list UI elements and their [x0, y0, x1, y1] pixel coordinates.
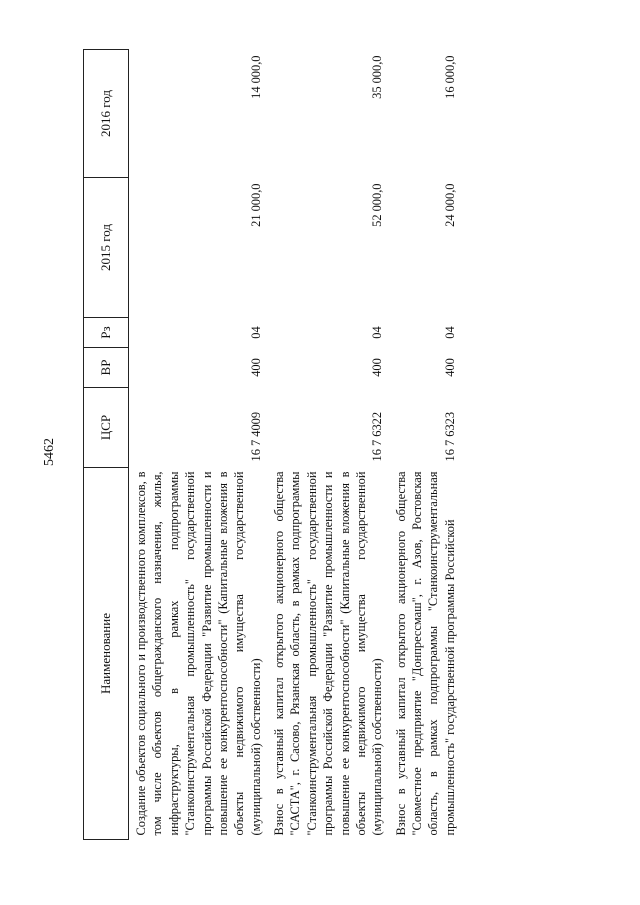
budget-table: [83, 49, 461, 840]
row-vr: 400: [370, 358, 385, 377]
row-rz: 04: [370, 326, 385, 339]
row-2015: 24 000,0: [442, 183, 457, 227]
row-csr: 16 7 6322: [370, 411, 385, 462]
row-rz: 04: [442, 326, 457, 339]
row-vr: 400: [248, 358, 263, 377]
row-name: Взнос в уставный капитал открытого акционерного общества "Совместное предприятие "Донпрессмаш", г. Азов, Ростовская область, в рамках подпрограммы "Станкоинструментальная промышленность" государственной программы Российской: [393, 471, 457, 836]
row-csr: 16 7 4009: [248, 411, 263, 462]
table-header-row: [84, 50, 129, 840]
row-2015: 52 000,0: [370, 183, 385, 227]
table-row: [129, 50, 268, 840]
row-name: Создание объектов социального и производственного комплексов, в том числе объектов общегражданского назначения, жилья, инфраструктуры, в рамках подпрограммы "Станкоинструментальная промышленность" государственной программы Российской Федерации "Развитие промышленности и повышение ее конкурентоспособности" (Капитальные вложения в объекты недвижимого имущества государственной (муниципальной) собственности): [134, 471, 263, 836]
header-2015: 2015 год: [84, 178, 129, 318]
row-rz: 04: [248, 326, 263, 339]
header-csr: ЦСР: [84, 388, 129, 468]
table-row: [267, 50, 389, 840]
rotated-page: [83, 50, 603, 840]
header-rz: Рз: [84, 318, 129, 348]
row-csr: 16 7 6323: [442, 411, 457, 462]
row-name: Взнос в уставный капитал открытого акционерного общества "САСТА", г. Сасово, Рязанская область, в рамках подпрограммы "Станкоинструментальная промышленность" государственной программы Российской Федерации "Развитие промышленности и повышение ее конкурентоспособности" (Капитальные вложения в объекты недвижимого имущества государственной (муниципальной) собственности): [272, 471, 385, 836]
row-2016: 16 000,0: [442, 55, 457, 99]
row-2016: 35 000,0: [370, 55, 385, 99]
header-name: Наименование: [84, 468, 129, 840]
table-row: [389, 50, 462, 840]
header-2016: 2016 год: [84, 50, 129, 178]
page-number: 5462: [42, 438, 57, 466]
header-vr: ВР: [84, 348, 129, 388]
row-2016: 14 000,0: [248, 55, 263, 99]
row-2015: 21 000,0: [248, 183, 263, 227]
row-vr: 400: [442, 358, 457, 377]
